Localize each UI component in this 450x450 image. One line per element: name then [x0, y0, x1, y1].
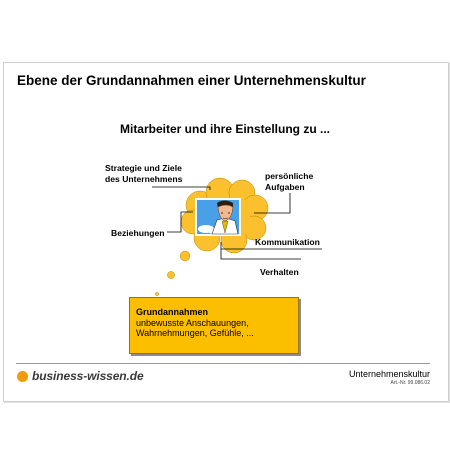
slide-title: Ebene der Grundannahmen einer Unternehmenskultur: [17, 73, 366, 88]
grundannahmen-box: [129, 297, 299, 354]
footer-article-number: Art.-Nr. 99.086.02: [390, 380, 430, 386]
thought-bubble-medium: [167, 271, 174, 278]
person-portrait: [195, 198, 241, 236]
footer-info: [349, 369, 430, 387]
thought-bubble-small: [155, 292, 158, 295]
label-aufgaben-line-2: Aufgaben: [265, 181, 305, 192]
logo-dot-icon: [17, 371, 28, 382]
label-verhalten: Verhalten: [260, 267, 299, 277]
footer-topic: Unternehmenskultur: [348, 369, 430, 379]
label-strategie-line-1: Strategie und Ziele: [105, 163, 182, 173]
grundannahmen-title: Grundannahmen: [136, 307, 209, 317]
thought-bubble-large: [180, 251, 190, 261]
business-wissen-logo: [17, 369, 144, 383]
connector-strategie: [152, 187, 210, 190]
label-persoenliche-aufgaben: [265, 171, 313, 192]
label-strategie-und-ziele: [105, 163, 182, 184]
label-strategie-line-2: des Unternehmens: [105, 173, 183, 184]
label-beziehungen: Beziehungen: [111, 228, 165, 238]
footer-divider: [16, 363, 430, 364]
slide-subtitle: Mitarbeiter und ihre Einstellung zu ...: [119, 122, 331, 136]
grundannahmen-line-1: unbewusste Anschauungen,: [136, 317, 249, 328]
grundannahmen-line-2: Wahrnehmungen, Gefühle, ...: [136, 328, 254, 339]
label-aufgaben-line-1: persönliche: [265, 171, 314, 181]
logo-text: business-wissen.de: [32, 369, 144, 383]
label-kommunikation: Kommunikation: [255, 237, 320, 247]
